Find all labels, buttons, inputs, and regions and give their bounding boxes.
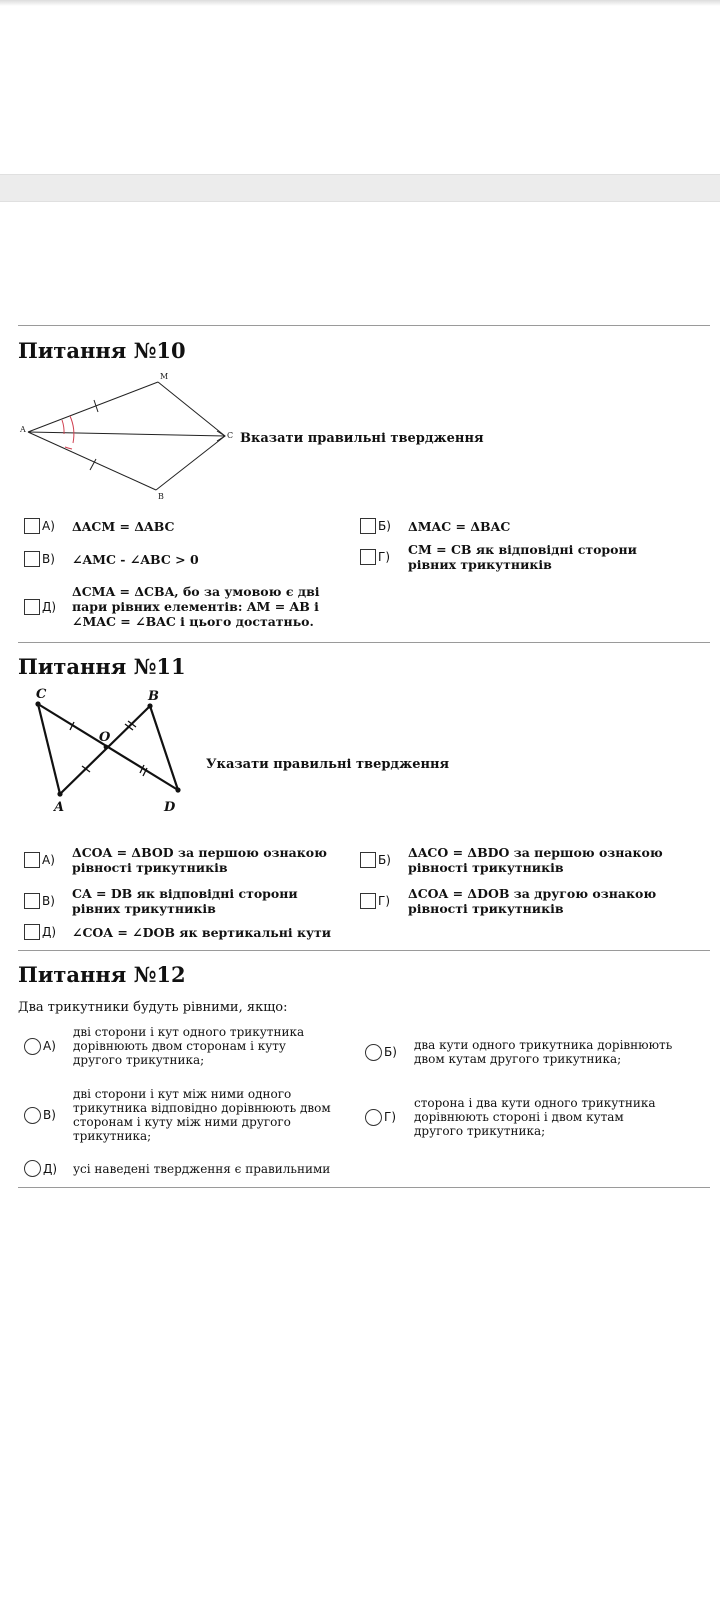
vertex-label-b: B bbox=[158, 492, 164, 501]
option-text-line: CM = CB як відповідні сторони bbox=[408, 542, 637, 557]
option-text bbox=[408, 542, 637, 572]
vertex-label-c: C bbox=[36, 687, 47, 702]
checkbox[interactable] bbox=[24, 924, 40, 940]
option-text: ∠COA = ∠DOB як вертикальні кути bbox=[72, 924, 332, 940]
option-text-line: другого трикутника; bbox=[73, 1053, 205, 1067]
option-text bbox=[72, 886, 298, 916]
option-letter: Г) bbox=[378, 894, 390, 908]
option-text-line: рівності трикутників bbox=[408, 860, 564, 875]
option-text bbox=[414, 1038, 672, 1066]
option-text bbox=[72, 584, 320, 629]
divider bbox=[18, 1187, 710, 1188]
option-text-line: рівних трикутників bbox=[72, 901, 216, 916]
option-text: ΔACM = ΔABC bbox=[72, 518, 175, 534]
option-letter: В) bbox=[42, 552, 55, 566]
option-text-line: ΔCMA = ΔCBA, бо за умовою є дві bbox=[72, 584, 320, 599]
q11-option-c[interactable] bbox=[24, 886, 298, 916]
q10-option-e[interactable] bbox=[24, 584, 320, 629]
option-letter: Г) bbox=[384, 1110, 396, 1124]
q10-option-c[interactable] bbox=[24, 551, 199, 567]
question-12-text: Два трикутники будуть рівними, якщо: bbox=[18, 1000, 288, 1015]
option-text-line: дві сторони і кут між ними одного bbox=[73, 1087, 292, 1101]
option-letter: Г) bbox=[378, 550, 390, 564]
question-11-title: Питання №11 bbox=[18, 654, 186, 679]
option-letter: Б) bbox=[384, 1045, 397, 1059]
option-text-line: трикутника відповідно дорівнюють двом bbox=[73, 1101, 331, 1115]
option-letter: Д) bbox=[43, 1161, 58, 1176]
q12-option-a[interactable] bbox=[24, 1025, 304, 1067]
divider bbox=[18, 642, 710, 643]
page-separator-band bbox=[0, 174, 720, 202]
checkbox[interactable] bbox=[360, 518, 376, 534]
option-text-line: ∠MAC = ∠BAC і цього достатньо. bbox=[72, 614, 314, 629]
option-text-line: двом кутам другого трикутника; bbox=[414, 1052, 622, 1066]
vertex-label-m: M bbox=[160, 372, 169, 381]
question-10-title: Питання №10 bbox=[18, 338, 186, 363]
q12-option-e[interactable] bbox=[24, 1160, 330, 1177]
q11-option-b[interactable] bbox=[360, 845, 663, 875]
option-text-line: сторонам і куту між ними другого bbox=[73, 1115, 291, 1129]
q11-option-a[interactable] bbox=[24, 845, 327, 875]
option-text bbox=[72, 845, 327, 875]
checkbox[interactable] bbox=[24, 551, 40, 567]
option-text bbox=[408, 845, 663, 875]
option-letter: Д) bbox=[42, 599, 57, 614]
vertex-label-d: D bbox=[164, 800, 176, 815]
question-12-title: Питання №12 bbox=[18, 962, 186, 987]
top-shadow bbox=[0, 0, 720, 6]
option-text-line: дорівнюють двом сторонам і куту bbox=[73, 1039, 286, 1053]
q10-option-b[interactable] bbox=[360, 518, 510, 534]
option-letter: А) bbox=[43, 1039, 56, 1053]
option-letter: А) bbox=[42, 519, 55, 533]
checkbox[interactable] bbox=[24, 518, 40, 534]
option-text: усі наведені твердження є правильними bbox=[73, 1161, 331, 1176]
option-text-line: дорівнюють стороні і двом кутам bbox=[414, 1110, 624, 1124]
radio-button[interactable] bbox=[24, 1038, 41, 1055]
checkbox[interactable] bbox=[360, 549, 376, 565]
checkbox[interactable] bbox=[360, 852, 376, 868]
vertex-label-a: A bbox=[20, 425, 26, 434]
option-text-line: два кути одного трикутника дорівнюють bbox=[414, 1038, 673, 1052]
option-letter: В) bbox=[42, 894, 55, 908]
option-text: ΔMAC = ΔBAC bbox=[408, 518, 511, 534]
q12-option-b[interactable] bbox=[365, 1038, 672, 1066]
option-text-line: рівності трикутників bbox=[72, 860, 228, 875]
checkbox[interactable] bbox=[360, 893, 376, 909]
option-letter: Д) bbox=[42, 925, 57, 939]
option-text-line: другого трикутника; bbox=[414, 1124, 546, 1138]
radio-button[interactable] bbox=[24, 1107, 41, 1124]
radio-button[interactable] bbox=[365, 1044, 382, 1061]
divider bbox=[18, 950, 710, 951]
q10-option-a[interactable] bbox=[24, 518, 175, 534]
option-text: ∠AMC - ∠ABC > 0 bbox=[72, 551, 199, 567]
divider bbox=[18, 325, 710, 326]
vertex-label-o: O bbox=[99, 730, 111, 745]
radio-button[interactable] bbox=[365, 1109, 382, 1126]
option-letter: Б) bbox=[378, 519, 391, 533]
option-letter: А) bbox=[42, 853, 55, 867]
option-text-line: дві сторони і кут одного трикутника bbox=[73, 1025, 305, 1039]
q12-option-d[interactable] bbox=[365, 1096, 656, 1138]
option-text-line: ΔCOA = ΔDOB за другою ознакою bbox=[408, 886, 657, 901]
option-text-line: сторона і два кути одного трикутника bbox=[414, 1096, 656, 1110]
option-text bbox=[73, 1087, 331, 1143]
option-text-line: CA = DB як відповідні сторони bbox=[72, 886, 298, 901]
radio-button[interactable] bbox=[24, 1160, 41, 1177]
option-text-line: ΔACO = ΔBDO за першою ознакою bbox=[408, 845, 663, 860]
checkbox[interactable] bbox=[24, 852, 40, 868]
vertex-label-a: A bbox=[54, 800, 65, 815]
question-11-instruction: Указати правильні твердження bbox=[206, 757, 450, 772]
option-letter: Б) bbox=[378, 853, 391, 867]
q11-option-d[interactable] bbox=[360, 886, 656, 916]
q10-option-d[interactable] bbox=[360, 542, 637, 572]
option-text-line: рівності трикутників bbox=[408, 901, 564, 916]
question-11-diagram bbox=[18, 686, 198, 820]
question-10-diagram bbox=[18, 368, 238, 504]
vertex-label-c: C bbox=[227, 431, 234, 440]
option-text-line: трикутника; bbox=[73, 1129, 152, 1143]
option-text-line: ΔCOA = ΔBOD за першою ознакою bbox=[72, 845, 327, 860]
option-text-line: пари рівних елементів: AM = AB і bbox=[72, 599, 319, 614]
option-text bbox=[73, 1025, 304, 1067]
option-letter: В) bbox=[43, 1108, 56, 1122]
vertex-label-b: B bbox=[148, 689, 159, 704]
option-text bbox=[414, 1096, 656, 1138]
option-text bbox=[408, 886, 656, 916]
question-10-instruction: Вказати правильні твердження bbox=[240, 431, 484, 446]
checkbox[interactable] bbox=[24, 599, 40, 615]
q12-option-c[interactable] bbox=[24, 1087, 331, 1143]
checkbox[interactable] bbox=[24, 893, 40, 909]
q11-option-e[interactable] bbox=[24, 924, 331, 940]
option-text-line: рівних трикутників bbox=[408, 557, 552, 572]
